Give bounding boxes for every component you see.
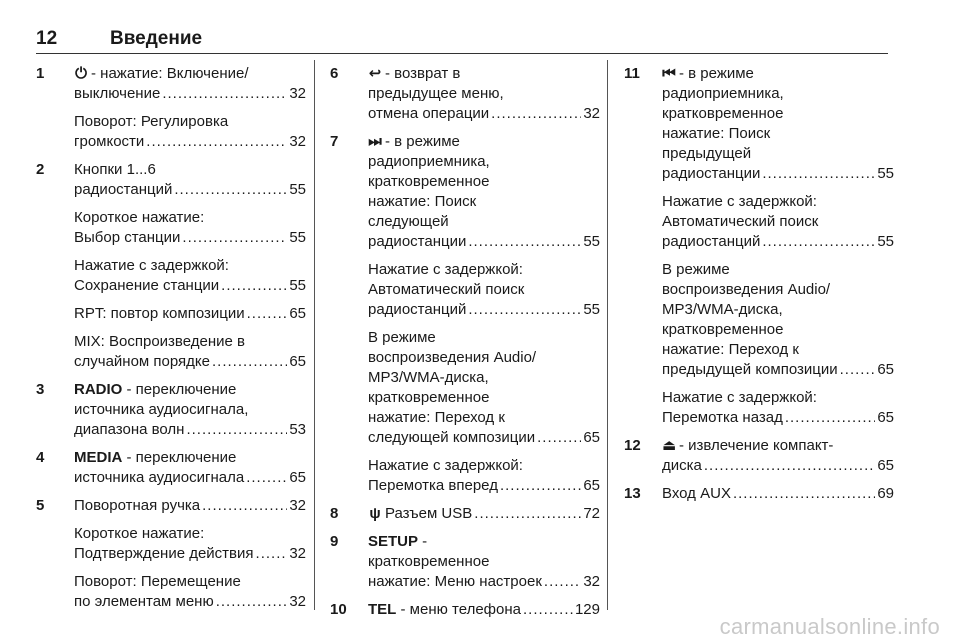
entry-text: кратковременное bbox=[368, 173, 490, 190]
entry-text: Автоматический поиск bbox=[368, 281, 525, 298]
entry-text bbox=[368, 232, 466, 252]
entry-text bbox=[74, 228, 180, 248]
entry-text: Нажатие с задержкой: bbox=[368, 261, 523, 278]
entry-number: 11 bbox=[624, 65, 640, 82]
index-entry bbox=[330, 532, 600, 592]
entry-last-line bbox=[662, 408, 894, 428]
entry-text bbox=[74, 544, 254, 564]
entry-text-line bbox=[662, 260, 894, 280]
entry-item bbox=[74, 112, 306, 152]
dot-leader bbox=[733, 484, 875, 504]
entry-text-line bbox=[368, 532, 600, 552]
entry-last-line bbox=[662, 456, 894, 476]
entry-item bbox=[662, 484, 894, 504]
entry-last-line bbox=[74, 592, 306, 612]
entry-text-line bbox=[74, 112, 306, 132]
entry-number: 12 bbox=[624, 437, 641, 454]
entry-text: отмена операции bbox=[368, 105, 490, 122]
entry-last-line bbox=[662, 232, 894, 252]
entry-text: кратковременное bbox=[368, 389, 490, 406]
entry-text-line bbox=[662, 300, 894, 320]
entry-text: радиоприемника, bbox=[368, 153, 490, 170]
entry-last-line bbox=[74, 84, 306, 104]
entry-item bbox=[74, 572, 306, 612]
entry-text-line bbox=[74, 524, 306, 544]
entry-text: Короткое нажатие: bbox=[74, 209, 205, 226]
entry-text bbox=[74, 276, 219, 296]
index-entry bbox=[624, 64, 894, 428]
entry-text: источника аудиосигнала, bbox=[74, 401, 249, 418]
dot-leader bbox=[537, 428, 581, 448]
entry-text: - извлечение компакт- bbox=[679, 437, 834, 454]
power-icon: ⏻ bbox=[75, 65, 87, 82]
page-reference: 55 bbox=[583, 301, 600, 318]
entry-text-line bbox=[74, 256, 306, 276]
index-entry bbox=[36, 448, 306, 488]
entry-text: диапазона волн bbox=[74, 421, 185, 438]
entry-last-line bbox=[662, 164, 894, 184]
control-name: SETUP bbox=[368, 533, 419, 550]
entry-item bbox=[74, 496, 306, 516]
eject-icon: ⏏ bbox=[662, 437, 677, 454]
column-divider bbox=[314, 60, 315, 610]
page-reference: 72 bbox=[583, 505, 600, 522]
control-name: TEL bbox=[368, 601, 397, 618]
entry-item bbox=[662, 260, 894, 380]
page-reference: 65 bbox=[289, 305, 306, 322]
entry-text: воспроизведения Audio/ bbox=[662, 281, 831, 298]
page-reference: 32 bbox=[583, 105, 600, 122]
entry-text bbox=[368, 476, 498, 496]
entry-text-line bbox=[368, 280, 600, 300]
entry-item bbox=[662, 388, 894, 428]
entry-text: - в режиме bbox=[385, 133, 460, 150]
page-reference: 32 bbox=[583, 573, 600, 590]
entry-text-line bbox=[662, 212, 894, 232]
entry-text: Поворот: Перемещение bbox=[74, 573, 241, 590]
entry-text-line bbox=[662, 104, 894, 124]
entry-text bbox=[368, 504, 472, 524]
entry-item bbox=[74, 160, 306, 200]
entry-text: нажатие: Поиск bbox=[368, 193, 477, 210]
entry-last-line bbox=[74, 132, 306, 152]
entry-text-line bbox=[662, 320, 894, 340]
entry-text-line bbox=[368, 192, 600, 212]
dot-leader bbox=[840, 360, 876, 380]
entry-text bbox=[74, 180, 172, 200]
entry-text bbox=[74, 592, 214, 612]
entry-text-line bbox=[662, 144, 894, 164]
entry-text bbox=[74, 496, 200, 516]
entry-text bbox=[74, 352, 210, 372]
entry-text-line bbox=[662, 340, 894, 360]
dot-leader bbox=[162, 84, 287, 104]
entry-text-line bbox=[74, 64, 306, 84]
dot-leader bbox=[256, 544, 288, 564]
entry-text-line bbox=[662, 124, 894, 144]
entry-text bbox=[74, 304, 245, 324]
entry-item bbox=[74, 524, 306, 564]
entry-last-line bbox=[74, 420, 306, 440]
entry-last-line bbox=[368, 572, 600, 592]
entry-text-line bbox=[368, 328, 600, 348]
entry-item bbox=[74, 380, 306, 440]
page-reference: 65 bbox=[289, 469, 306, 486]
entry-text bbox=[662, 484, 731, 504]
page-reference: 65 bbox=[877, 457, 894, 474]
entry-text: - bbox=[418, 533, 428, 550]
dot-leader bbox=[246, 468, 287, 488]
page-reference: 65 bbox=[289, 353, 306, 370]
entry-text: нажатие: Поиск bbox=[662, 125, 771, 142]
dot-leader bbox=[468, 232, 581, 252]
dot-leader bbox=[762, 232, 875, 252]
index-entry bbox=[330, 600, 600, 620]
entry-number: 8 bbox=[330, 505, 339, 522]
entry-text-line bbox=[662, 84, 894, 104]
entry-text: нажатие: Переход к bbox=[662, 341, 799, 358]
entry-text: кратковременное bbox=[662, 321, 784, 338]
page-reference: 32 bbox=[289, 85, 306, 102]
entry-text: Кнопки 1...6 bbox=[74, 161, 156, 178]
entry-text: воспроизведения Audio/ bbox=[368, 349, 537, 366]
entry-last-line bbox=[74, 496, 306, 516]
entry-last-line bbox=[74, 468, 306, 488]
entry-text-line bbox=[74, 332, 306, 352]
entry-item bbox=[368, 260, 600, 320]
entry-text: Нажатие с задержкой: bbox=[662, 193, 817, 210]
entry-text-line bbox=[368, 212, 600, 232]
control-name: RADIO bbox=[74, 381, 123, 398]
index-entry bbox=[36, 380, 306, 440]
entry-last-line bbox=[368, 104, 600, 124]
control-name: MEDIA bbox=[74, 449, 123, 466]
entry-item bbox=[74, 448, 306, 488]
entry-text bbox=[662, 232, 760, 252]
dot-leader bbox=[146, 132, 287, 152]
entry-text bbox=[662, 456, 702, 476]
entry-text: Перемотка назад bbox=[662, 409, 783, 426]
entry-text-line bbox=[368, 348, 600, 368]
entry-text: следующей bbox=[368, 213, 449, 230]
page-reference: 55 bbox=[877, 165, 894, 182]
entry-number: 9 bbox=[330, 533, 339, 550]
entry-text: Вход AUX bbox=[662, 485, 731, 502]
entry-text: - переключение bbox=[122, 381, 237, 398]
entry-text: выключение bbox=[74, 85, 161, 102]
dot-leader bbox=[186, 420, 287, 440]
entry-text bbox=[662, 164, 760, 184]
entry-text-line bbox=[662, 388, 894, 408]
entry-text: - нажатие: Включение/ bbox=[91, 65, 249, 82]
index-entry bbox=[330, 132, 600, 496]
column-3 bbox=[624, 64, 894, 512]
entry-last-line bbox=[368, 476, 600, 496]
entry-text bbox=[368, 300, 466, 320]
skip-back-icon: ⏮ bbox=[662, 65, 676, 82]
entry-text-line bbox=[368, 132, 600, 152]
entry-last-line bbox=[74, 180, 306, 200]
column-1 bbox=[36, 64, 306, 620]
entry-item bbox=[368, 600, 600, 620]
entry-text-line bbox=[74, 400, 306, 420]
entry-last-line bbox=[368, 300, 600, 320]
entry-text: радиостанции bbox=[368, 233, 467, 250]
entry-item bbox=[368, 456, 600, 496]
entry-text: предыдущей bbox=[662, 145, 752, 162]
entry-text: нажатие: Меню настроек bbox=[368, 573, 542, 590]
entry-item bbox=[368, 504, 600, 524]
entry-item bbox=[368, 532, 600, 592]
entry-text: Короткое нажатие: bbox=[74, 525, 205, 542]
entry-item bbox=[74, 332, 306, 372]
dot-leader bbox=[182, 228, 287, 248]
entry-text: радиостанций bbox=[662, 233, 761, 250]
entry-text-line bbox=[368, 408, 600, 428]
dot-leader bbox=[202, 496, 287, 516]
dot-leader bbox=[544, 572, 581, 592]
entry-text: Автоматический поиск bbox=[662, 213, 819, 230]
entry-text bbox=[74, 468, 244, 488]
entry-last-line bbox=[662, 484, 894, 504]
entry-text-line bbox=[368, 552, 600, 572]
entry-text bbox=[368, 428, 535, 448]
entry-text-line bbox=[74, 160, 306, 180]
entry-text bbox=[368, 572, 542, 592]
entry-text: диска bbox=[662, 457, 702, 474]
entry-text: Разъем USB bbox=[385, 505, 473, 522]
page-reference: 53 bbox=[289, 421, 306, 438]
entry-text-line bbox=[74, 208, 306, 228]
entry-text: Нажатие с задержкой: bbox=[74, 257, 229, 274]
dot-leader bbox=[212, 352, 287, 372]
entry-text: громкости bbox=[74, 133, 145, 150]
page-reference: 129 bbox=[574, 601, 600, 618]
entry-last-line bbox=[368, 232, 600, 252]
skip-forward-icon: ⏭ bbox=[368, 133, 382, 150]
entry-number: 2 bbox=[36, 161, 45, 178]
entry-text: предыдущее меню, bbox=[368, 85, 504, 102]
entry-last-line bbox=[662, 360, 894, 380]
entry-item bbox=[368, 328, 600, 448]
usb-icon: ψ bbox=[369, 505, 381, 522]
entry-number: 4 bbox=[36, 449, 45, 466]
index-entry bbox=[624, 436, 894, 476]
entry-text: MP3/WMA-диска, bbox=[368, 369, 489, 386]
entry-text: RPT: повтор композиции bbox=[74, 305, 245, 322]
entry-text: Нажатие с задержкой: bbox=[368, 457, 523, 474]
column-2 bbox=[330, 64, 600, 628]
entry-number: 13 bbox=[624, 485, 641, 502]
page-reference: 55 bbox=[877, 233, 894, 250]
entry-text: кратковременное bbox=[662, 105, 784, 122]
entry-last-line bbox=[74, 304, 306, 324]
index-entry bbox=[330, 64, 600, 124]
page-reference: 55 bbox=[289, 277, 306, 294]
index-entry bbox=[36, 64, 306, 152]
page-reference: 32 bbox=[289, 593, 306, 610]
entry-text-line bbox=[368, 64, 600, 84]
entry-text: радиостанций bbox=[74, 181, 173, 198]
page-reference: 65 bbox=[877, 409, 894, 426]
page-reference: 55 bbox=[289, 181, 306, 198]
entry-text: нажатие: Переход к bbox=[368, 409, 505, 426]
entry-text bbox=[74, 84, 160, 104]
dot-leader bbox=[174, 180, 287, 200]
entry-number: 5 bbox=[36, 497, 45, 514]
dot-leader bbox=[247, 304, 288, 324]
entry-text: по элементам меню bbox=[74, 593, 214, 610]
entry-text bbox=[662, 360, 838, 380]
page-reference: 55 bbox=[583, 233, 600, 250]
entry-text: радиостанций bbox=[368, 301, 467, 318]
entry-item bbox=[662, 192, 894, 252]
entry-text-line bbox=[662, 436, 894, 456]
page-reference: 65 bbox=[583, 477, 600, 494]
page-reference: 32 bbox=[289, 133, 306, 150]
entry-last-line bbox=[74, 228, 306, 248]
entry-text bbox=[368, 104, 489, 124]
entry-text-line bbox=[368, 260, 600, 280]
page-number: 12 bbox=[36, 28, 58, 49]
page-reference: 65 bbox=[877, 361, 894, 378]
index-entry bbox=[330, 504, 600, 524]
dot-leader bbox=[221, 276, 287, 296]
entry-text bbox=[74, 420, 184, 440]
entry-text-line bbox=[74, 380, 306, 400]
entry-item bbox=[368, 132, 600, 252]
entry-text-line bbox=[368, 368, 600, 388]
entry-text: Выбор станции bbox=[74, 229, 181, 246]
entry-text-line bbox=[662, 64, 894, 84]
entry-text: - возврат в bbox=[385, 65, 461, 82]
entry-text: Сохранение станции bbox=[74, 277, 220, 294]
page-title: Введение bbox=[110, 28, 203, 49]
watermark: carmanualsonline.info bbox=[719, 614, 940, 639]
entry-item bbox=[662, 436, 894, 476]
entry-text: кратковременное bbox=[368, 553, 490, 570]
dot-leader bbox=[474, 504, 581, 524]
page-header bbox=[36, 26, 888, 54]
index-entry bbox=[36, 160, 306, 372]
entry-text: MIX: Воспроизведение в bbox=[74, 333, 245, 350]
entry-text: - меню телефона bbox=[396, 601, 521, 618]
entry-text: В режиме bbox=[368, 329, 436, 346]
index-entry bbox=[36, 496, 306, 612]
entry-text: Перемотка вперед bbox=[368, 477, 498, 494]
dot-leader bbox=[762, 164, 875, 184]
entry-text-line bbox=[368, 152, 600, 172]
entry-text-line bbox=[74, 448, 306, 468]
entry-text: Поворот: Регулировка bbox=[74, 113, 229, 130]
entry-text bbox=[74, 132, 144, 152]
entry-text-line bbox=[368, 388, 600, 408]
entry-number: 6 bbox=[330, 65, 339, 82]
entry-number: 1 bbox=[36, 65, 45, 82]
entry-text-line bbox=[368, 84, 600, 104]
dot-leader bbox=[500, 476, 581, 496]
entry-text-line bbox=[368, 172, 600, 192]
entry-item bbox=[74, 64, 306, 104]
page-reference: 65 bbox=[583, 429, 600, 446]
dot-leader bbox=[523, 600, 573, 620]
entry-text: Подтверждение действия bbox=[74, 545, 254, 562]
entry-last-line bbox=[74, 276, 306, 296]
page-reference: 32 bbox=[289, 497, 306, 514]
dot-leader bbox=[785, 408, 875, 428]
entry-text: предыдущей композиции bbox=[662, 361, 838, 378]
entry-text: радиостанции bbox=[662, 165, 761, 182]
entry-text-line bbox=[662, 192, 894, 212]
entry-item bbox=[74, 304, 306, 324]
index-entry bbox=[624, 484, 894, 504]
entry-text: Нажатие с задержкой: bbox=[662, 389, 817, 406]
page-reference: 32 bbox=[289, 545, 306, 562]
column-divider bbox=[607, 60, 608, 610]
entry-text: - в режиме bbox=[679, 65, 754, 82]
dot-leader bbox=[216, 592, 288, 612]
entry-text-line bbox=[74, 572, 306, 592]
page-reference: 69 bbox=[877, 485, 894, 502]
entry-text: Поворотная ручка bbox=[74, 497, 201, 514]
entry-text: случайном порядке bbox=[74, 353, 210, 370]
entry-item bbox=[662, 64, 894, 184]
entry-last-line bbox=[74, 352, 306, 372]
entry-text: следующей композиции bbox=[368, 429, 536, 446]
entry-text bbox=[368, 600, 521, 620]
entry-text-line bbox=[662, 280, 894, 300]
entry-item bbox=[74, 256, 306, 296]
entry-item bbox=[368, 64, 600, 124]
entry-text: В режиме bbox=[662, 261, 730, 278]
back-arrow-icon: ↩ bbox=[368, 65, 382, 82]
entry-number: 3 bbox=[36, 381, 45, 398]
dot-leader bbox=[491, 104, 581, 124]
entry-number: 10 bbox=[330, 601, 347, 618]
entry-last-line bbox=[74, 544, 306, 564]
page-reference: 55 bbox=[289, 229, 306, 246]
entry-last-line bbox=[368, 600, 600, 620]
entry-last-line bbox=[368, 504, 600, 524]
entry-text: - переключение bbox=[122, 449, 237, 466]
entry-text bbox=[662, 408, 783, 428]
entry-text: источника аудиосигнала bbox=[74, 469, 245, 486]
entry-number: 7 bbox=[330, 133, 339, 150]
entry-text: радиоприемника, bbox=[662, 85, 784, 102]
entry-item bbox=[74, 208, 306, 248]
entry-text-line bbox=[368, 456, 600, 476]
dot-leader bbox=[704, 456, 875, 476]
dot-leader bbox=[468, 300, 581, 320]
entry-text: MP3/WMA-диска, bbox=[662, 301, 783, 318]
entry-last-line bbox=[368, 428, 600, 448]
